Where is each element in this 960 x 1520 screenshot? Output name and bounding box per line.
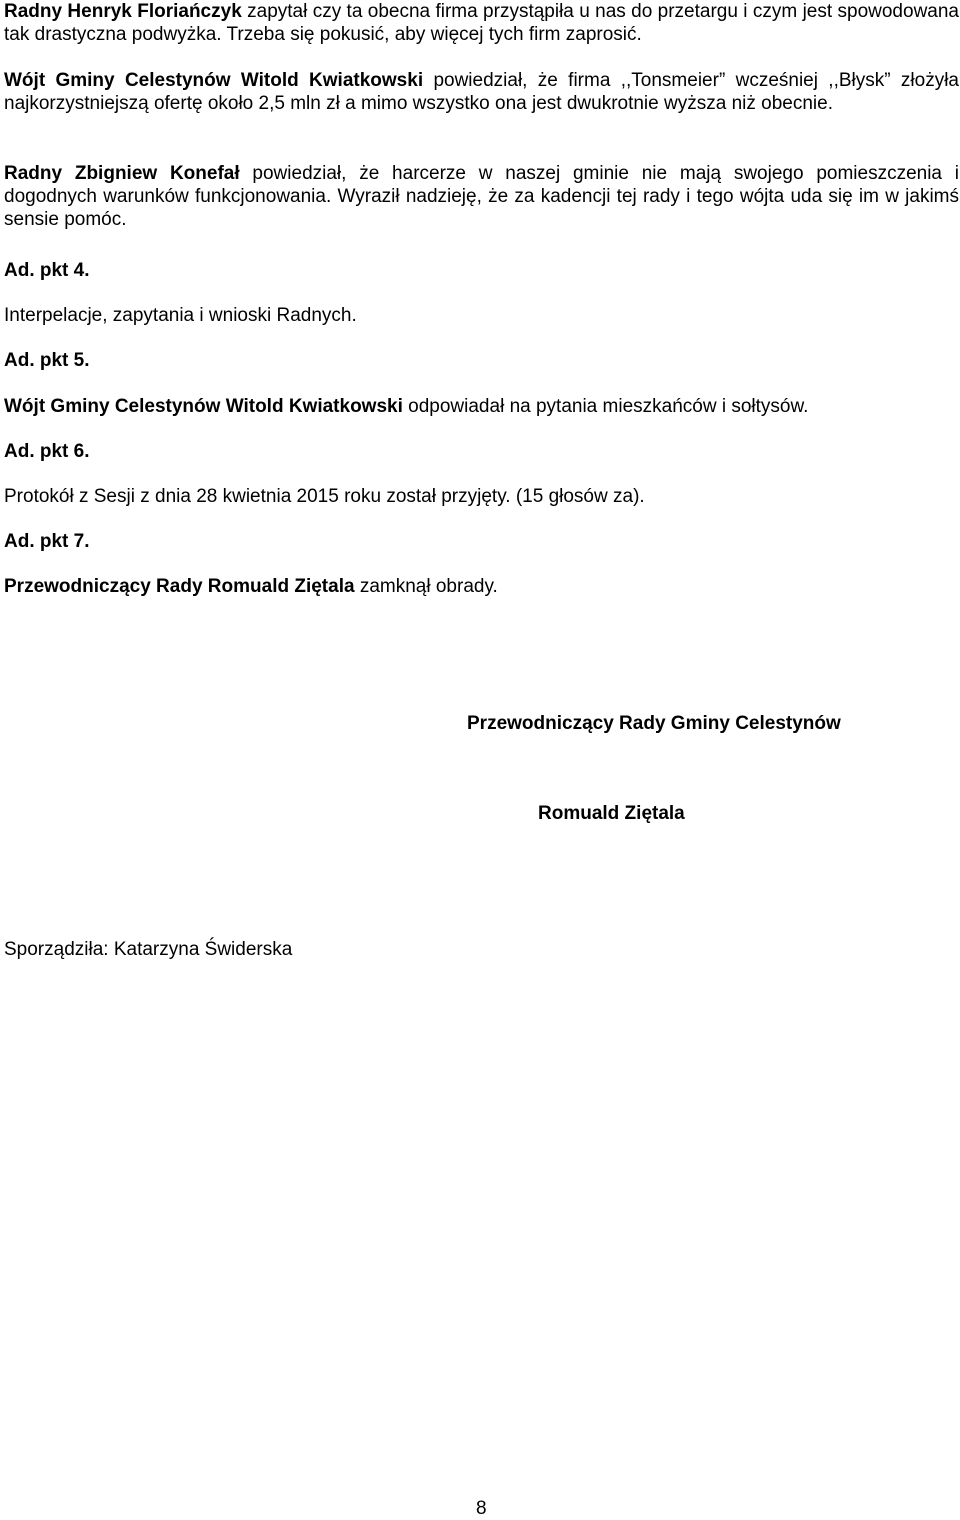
section-text-pkt5: [4, 395, 808, 418]
speaker-name: Radny Zbigniew Konefał: [4, 163, 240, 184]
section-text: Interpelacje, zapytania i wnioski Radnych.: [4, 305, 357, 326]
speaker-name: Wójt Gminy Celestynów Witold Kwiatkowski: [4, 396, 403, 417]
section-heading-pkt7: [4, 530, 90, 553]
section-heading-pkt4: [4, 259, 90, 282]
paragraph-kwiatkowski: [4, 69, 959, 115]
heading-text: Ad. pkt 7.: [4, 531, 90, 552]
section-text: Protokół z Sesji z dnia 28 kwietnia 2015 roku został przyjęty. (15 głosów za).: [4, 486, 645, 507]
paragraph-text: zapytał czy ta obecna firma przystąpiła u nas do przetargu i czym jest spowodowana tak drastyczna podwyżka. Trzeba się pokusić, aby więcej tych firm zaprosić.: [4, 1, 959, 45]
heading-text: Ad. pkt 4.: [4, 260, 90, 281]
paragraph-text: powiedział, że firma ,,Tonsmeier” wcześniej ,,Błysk” złożyła najkorzystniejszą ofertę około 2,5 mln zł a mimo wszystko ona jest dwukrotnie wyższa niż obecnie.: [4, 70, 959, 114]
section-text-pkt7: [4, 575, 498, 598]
prepared-by: Sporządziła: Katarzyna Świderska: [4, 939, 293, 960]
signature-name: Romuald Ziętala: [538, 803, 685, 824]
section-text-pkt4: [4, 304, 357, 327]
section-text: zamknął obrady.: [354, 576, 498, 597]
speaker-name: Wójt Gminy Celestynów Witold Kwiatkowski: [4, 70, 424, 91]
signature-title: Przewodniczący Rady Gminy Celestynów: [467, 713, 841, 734]
section-heading-pkt6: [4, 440, 90, 463]
heading-text: Ad. pkt 6.: [4, 441, 90, 462]
page-number: 8: [476, 1498, 487, 1519]
heading-text: Ad. pkt 5.: [4, 350, 90, 371]
section-heading-pkt5: [4, 349, 90, 372]
speaker-name: Radny Henryk Floriańczyk: [4, 1, 242, 22]
paragraph-florianczyk: [4, 0, 959, 46]
paragraph-konefal: [4, 162, 959, 231]
speaker-name: Przewodniczący Rady Romuald Ziętala: [4, 576, 355, 597]
section-text: odpowiadał na pytania mieszkańców i sołtysów.: [402, 396, 809, 417]
section-text-pkt6: [4, 485, 645, 508]
paragraph-text: powiedział, że harcerze w naszej gminie nie mają swojego pomieszczenia i dogodnych warunków funkcjonowania. Wyraził nadzieję, że za kadencji tej rady i tego wójta uda się im w jakimś sensie pomóc.: [4, 163, 959, 230]
